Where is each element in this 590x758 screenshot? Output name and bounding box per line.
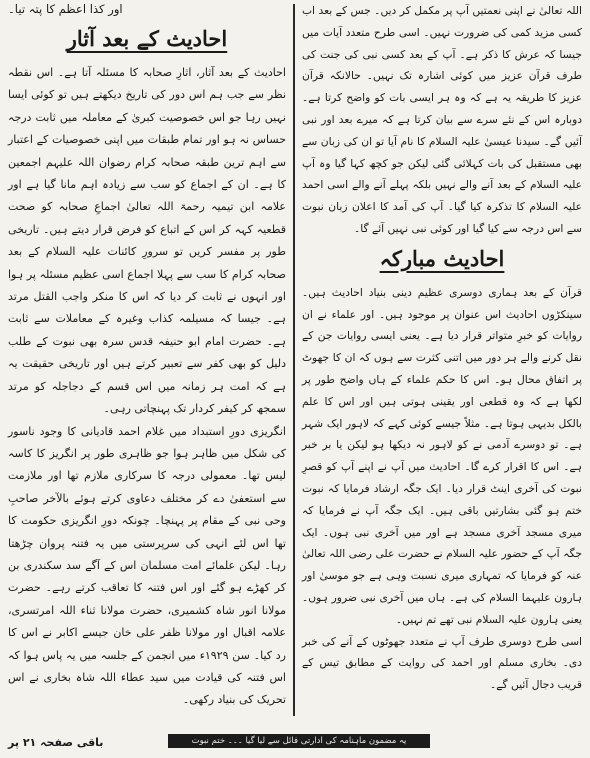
- right-column: [302, 0, 582, 696]
- right-paragraph-1: قرآن کے بعد ہماری دوسری عظیم دینی بنیاد احادیث ہیں۔ سینکڑوں احادیث اس عنوان پر موجود ہیں۔ اور علماء نے ان روایات کو خبرِ متواتر قرار دیا ہے۔ یعنی ایسی روایات جن کے نقل کرنے والے ہر دور میں اتنی کثرت سے ہوں کہ ان کا جھوٹ پر اتفاق محال ہو۔ اس کا حکم علماء کے ہاں واضح طور پر لکھا ہے کہ وہ قطعی اور یقینی ہوتی ہیں اور اس کا علم بالکل بدیہی ہوتا ہے۔ مثلاً جیسے کوئی کہے کہ لاہور ایک شہر ہے۔ تو دوسرے آدمی نے کو لاہور نہ دیکھا ہو لیکن یا بر خبر ہے۔ اس کا اقرار کرے گا۔ احادیث میں آپ نے اپنے آپ کو قصرِ نبوت کی آخری اینٹ قرار دیا۔ ایک جگہ ارشاد فرمایا کہ نبوت ختم ہو گئی بشارتیں باقی ہیں۔ ایک جگہ آپ نے فرمایا کہ میری مسجد آخری مسجد ہے اور میں آخری نبی ہوں۔ ایک جگہ آپ کے حضور علیہ السلام نے حضرت علی رضی اللہ تعالیٰ عنہ کو فرمایا کہ تمہاری میری نسبت وہی ہے جو موسیٰ اور ہارون علیہما السلام کی ہے۔ ہاں میں آخری نبی ضرور ہوں۔ یعنی ہارون علیہ السلام نبی تھے تم نہیں۔: [302, 285, 582, 626]
- continuation-note: باقی صفحہ ۲۱ پر: [8, 736, 104, 749]
- left-paragraph-1: احادیث کے بعد آثار، اثارِ صحابہ کا مسئلہ آتا ہے۔ اس نقطہ نظر سے جب ہم اس دور کی تاریخ دیکھتے ہیں تو کوئی ایسا نہیں رہا جو اس خصوصیت کبریٰ کے معاملہ میں ثابت درجہ حساس نہ ہو اور تمام طبقات میں اپنی خصوصیات کے اعتبار سے اہم ترین طبقہ صحابہ کرام رضوان اللہ علیہم اجمعین کا ہے۔ ان کے اجماع کو سب سے زیادہ اہم مانا گیا ہے اور علامہ ابن تیمیہ رحمۃ اللہ تعالیٰ اجماعِ صحابہ کو صحت قطعیہ کہہ کر اس کے اتباع کو فرض قرار دیتے ہیں۔ تاریخی طور پر مفسر کریں تو سرورِ کائنات علیہ السلام کے بعد صحابہ کرام کا سب سے پہلا اجماع اسی عظیم مسئلہ پر ہوا اور انہوں نے ثابت کر دیا کہ اس کا منکر واجب القتل مرتد ہے۔ جیسا کہ مسیلمہ کذاب وغیرہ کے معاملات سے ثابت ہے۔ حضرت امام ابو حنیفہ قدس سرہ بھی نبوت کے طلب دلیل کو بھی کفر سے تعبیر کرتے ہیں اور تاریخی حقیقت یہ ہے کہ امت ہر زمانہ میں اس قسم کے دجاجلہ کو مرتد سمجھ کر کیفر کردار تک پہنچاتی رہی۔: [8, 66, 286, 416]
- right-heading: احادیث مبارکہ: [379, 245, 505, 271]
- left-top-line: اور کذا اعظم کا پتہ تیا۔: [8, 2, 123, 16]
- left-heading: احادیث کے بعد آثار: [66, 26, 228, 51]
- column-divider: [293, 4, 295, 716]
- right-paragraph-2: اسی طرح دوسری طرف آپ نے متعدد جھوٹوں کے آنے کی خبر دی۔ بخاری مسلم اور احمد کی روایت کے مطابق تیس کے قریب دجال آئیں گے۔: [302, 634, 582, 692]
- left-column: [8, 0, 286, 712]
- left-paragraph-2: انگریزی دورِ استبداد میں غلام احمد قادیانی کا وجود ناسور کی شکل میں ظاہر ہوا جو ظاہری طور پر انگریز کا کاسہ لیس تھا۔ معمولی درجہ کا سرکاری ملازم تھا اور ملازمت سے استعفیٰ دے کر مختلف دعاوی کرتے ہوئے بالآخر صاحبِ وحی نبی کے مقام پر پہنچا۔ چونکہ دورِ انگریزی حکومت کا تھا اس لئے انہی کی سرپرستی میں یہ فتنہ پروان چڑھتا رہا۔ لیکن علمائے امت مسلمان اس کے آگے سد سکندری بن کر کھڑے ہو گئے اور اس فتنہ کا تعاقب کرتے رہے۔ حضرت مولانا انور شاہ کشمیری، حضرت مولانا ثناء اللہ امرتسری، علامہ اقبال اور مولانا ظفر علی خان جیسے اکابر نے اس کا رد کیا۔ سن ۱۹۲۹ء میں انجمن کے جلسہ میں یہ پاس ہوا کہ اس فتنہ کی قیادت میں سید عطاء اللہ شاہ بخاری نے اس تحریک کی بنیاد رکھی۔: [8, 424, 286, 707]
- right-top-paragraph: اللہ تعالیٰ نے اپنی نعمتیں آپ پر مکمل کر دیں۔ جس کے بعد اب کسی مزید کمی کی ضرورت نہیں۔ اسی طرح متعدد آیات میں جیسا کہ عرش کا ذکر ہے۔ آپ کے بعد کسی نبی کی جنت کی طرف قرآن عزیز میں کوئی اشارہ تک نہیں۔ حالانکہ قرآن عزیز کا طریقہ یہ ہے کہ وہ ہر ایسی بات کو واضح کرتا ہے۔ دوبارہ اس کے نئے سرے سے بیان کرتا ہے کہ میرے بعد اور نبی آئیں گے۔ سیدنا عیسیٰ علیہ السلام کا نام آیا تو ان کی زبان سے بھی مستقبل کی بات کہلائی گئی لیکن جو کچھ کہا گیا وہ آپ علیہ السلام کے بعد آنے والے نہیں بلکہ پہلے آنے والے اسی احمد علیہ السلام کا تذکرہ کیا گیا۔ آپ کی آمد کا اعلان زبان نبوت سے اس درجہ سے کیا گیا اور کوئی نبی نہیں آئے گا۔: [302, 4, 582, 235]
- footer-strip: یہ مضمون ماہنامہ کی ادارتی فائل سے لیا گیا ۔۔۔ ختم نبوت: [168, 734, 430, 748]
